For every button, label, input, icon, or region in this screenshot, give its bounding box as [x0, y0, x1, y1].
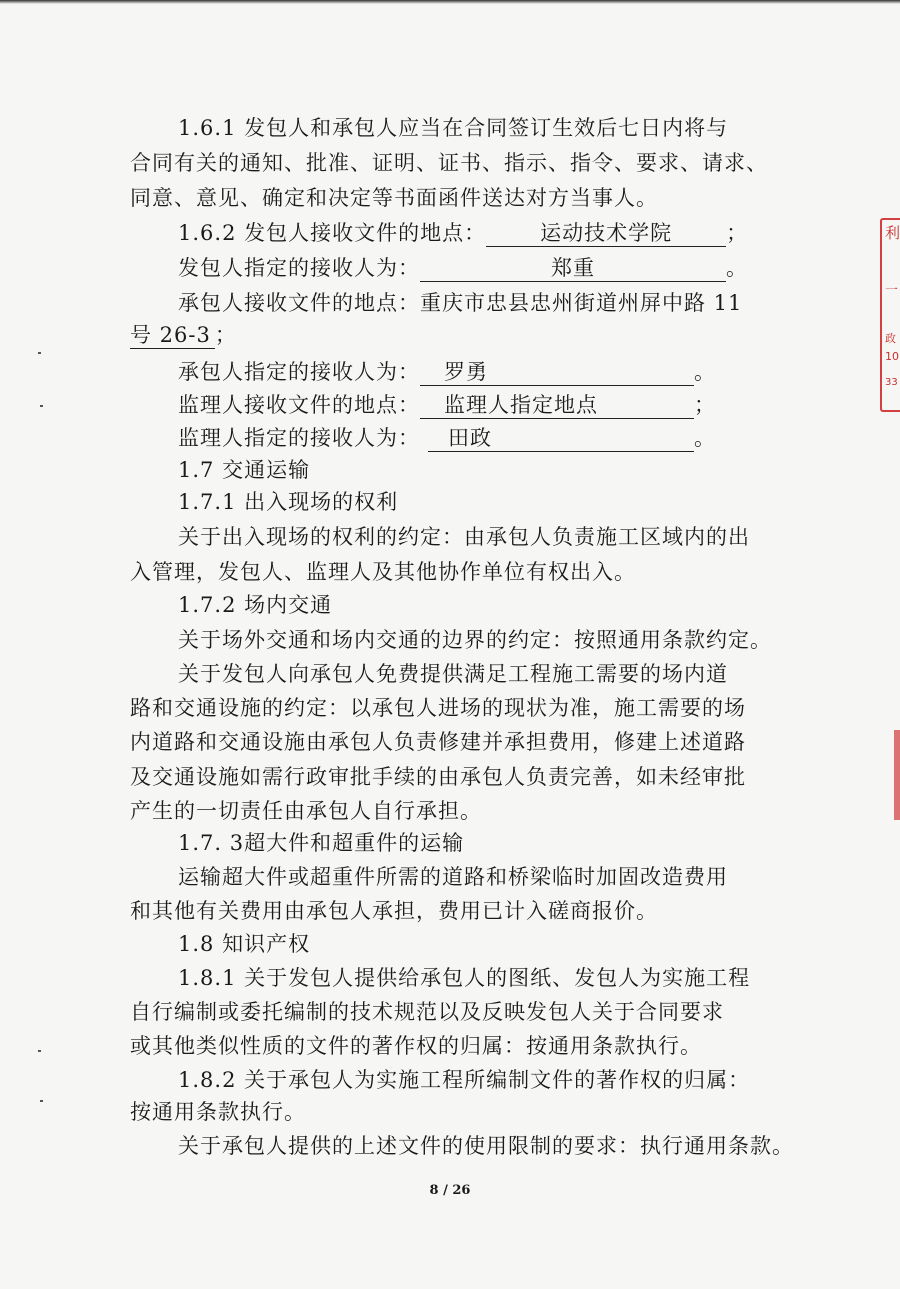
section-1-7-2-heading: 1.7.2 场内交通	[178, 593, 333, 617]
contractor-address-value: 重庆市忠县忠州街道州屏中路 11	[420, 291, 743, 315]
supervisor-recipient-suffix: 。	[694, 426, 716, 450]
clause-1-7-2-line-4: 内道路和交通设施由承包人负责修建并承担费用，修建上述道路	[130, 730, 746, 754]
clause-1-8-2-line-2: 按通用条款执行。	[130, 1100, 306, 1124]
section-1-7-3-heading: 1.7. 3超大件和超重件的运输	[178, 831, 465, 855]
contractor-recipient-label: 承包人指定的接收人为：	[178, 360, 420, 384]
clause-1-7-2-line-3: 路和交通设施的约定：以承包人进场的现状为准，施工需要的场	[130, 696, 746, 720]
supervisor-address-line	[178, 390, 716, 420]
employer-address-suffix: ；	[726, 221, 749, 245]
scan-top-edge	[0, 0, 900, 4]
contractor-address-label: 承包人接收文件的地点：	[178, 291, 420, 315]
clause-1-7-2-line-6: 产生的一切责任由承包人自行承担。	[130, 799, 482, 823]
section-1-8-heading: 1.8 知识产权	[178, 932, 311, 956]
employer-recipient-value: 郑重	[420, 255, 726, 282]
scan-speck	[40, 1100, 43, 1102]
employer-recipient-line	[178, 253, 748, 283]
section-1-7-heading: 1.7 交通运输	[178, 458, 311, 482]
clause-1-7-1-line-2: 入管理，发包人、监理人及其他协作单位有权出入。	[130, 560, 636, 584]
contractor-address-line	[178, 288, 742, 318]
supervisor-address-label: 监理人接收文件的地点：	[178, 393, 420, 417]
supervisor-recipient-line	[178, 423, 716, 453]
page-number: 8 / 26	[429, 1183, 471, 1198]
stamp-char-5: 33	[885, 377, 898, 388]
stamp-char-1: 利	[885, 224, 900, 242]
contractor-address-suffix: ；	[214, 323, 237, 347]
scan-speck	[38, 352, 41, 354]
employer-address-label: 1.6.2 发包人接收文件的地点：	[178, 221, 487, 245]
clause-1-6-1-line-1: 1.6.1 发包人和承包人应当在合同签订生效后七日内将与	[178, 116, 729, 140]
contractor-address-value-2: 号 26-3	[130, 322, 215, 349]
contractor-address-line-2	[130, 320, 237, 350]
clause-1-8-2-line-3: 关于承包人提供的上述文件的使用限制的要求：执行通用条款。	[178, 1134, 794, 1158]
clause-1-7-3-line-2: 和其他有关费用由承包人承担，费用已计入磋商报价。	[130, 899, 658, 923]
supervisor-recipient-value: 田政	[428, 425, 694, 452]
employer-address-value: 运动技术学院	[486, 220, 726, 247]
clause-1-7-3-line-1: 运输超大件或超重件所需的道路和桥梁临时加固改造费用	[178, 865, 728, 889]
clause-1-7-2-line-2: 关于发包人向承包人免费提供满足工程施工需要的场内道	[178, 662, 728, 686]
supervisor-address-value: 监理人指定地点	[420, 392, 694, 419]
clause-1-8-1-line-3: 或其他类似性质的文件的著作权的归属：按通用条款执行。	[130, 1034, 702, 1058]
clause-1-8-2-line-1: 1.8.2 关于承包人为实施工程所编制文件的著作权的归属：	[178, 1068, 751, 1092]
contractor-recipient-line	[178, 357, 716, 387]
section-1-7-1-heading: 1.7.1 出入现场的权利	[178, 490, 399, 514]
stamp-char-4: 10	[885, 350, 899, 363]
stamp-char-3: 政	[885, 332, 896, 345]
clause-1-8-1-line-2: 自行编制或委托编制的技术规范以及反映发包人关于合同要求	[130, 1000, 724, 1024]
contractor-recipient-value: 罗勇	[420, 359, 694, 386]
supervisor-address-suffix: ；	[694, 393, 716, 417]
stamp-edge-mark	[894, 730, 900, 820]
employer-address-line	[178, 218, 748, 248]
clause-1-7-2-line-1: 关于场外交通和场内交通的边界的约定：按照通用条款约定。	[178, 628, 772, 652]
clause-1-7-2-line-5: 及交通设施如需行政审批手续的由承包人负责完善，如未经审批	[130, 765, 746, 789]
employer-recipient-label: 发包人指定的接收人为：	[178, 256, 420, 280]
stamp-fragment	[880, 218, 900, 412]
supervisor-recipient-label: 监理人指定的接收人为：	[178, 426, 420, 450]
contractor-recipient-suffix: 。	[694, 360, 716, 384]
clause-1-6-1-line-3: 同意、意见、确定和决定等书面函件送达对方当事人。	[130, 186, 658, 210]
stamp-char-2: 一	[885, 283, 899, 298]
clause-1-8-1-line-1: 1.8.1 关于发包人提供给承包人的图纸、发包人为实施工程	[178, 966, 751, 990]
clause-1-7-1-line-1: 关于出入现场的权利的约定：由承包人负责施工区域内的出	[178, 525, 750, 549]
clause-1-6-1-line-2: 合同有关的通知、批准、证明、证书、指示、指令、要求、请求、	[130, 151, 768, 175]
scan-speck	[38, 1050, 41, 1052]
scan-speck	[40, 405, 43, 407]
employer-recipient-suffix: 。	[726, 256, 748, 280]
